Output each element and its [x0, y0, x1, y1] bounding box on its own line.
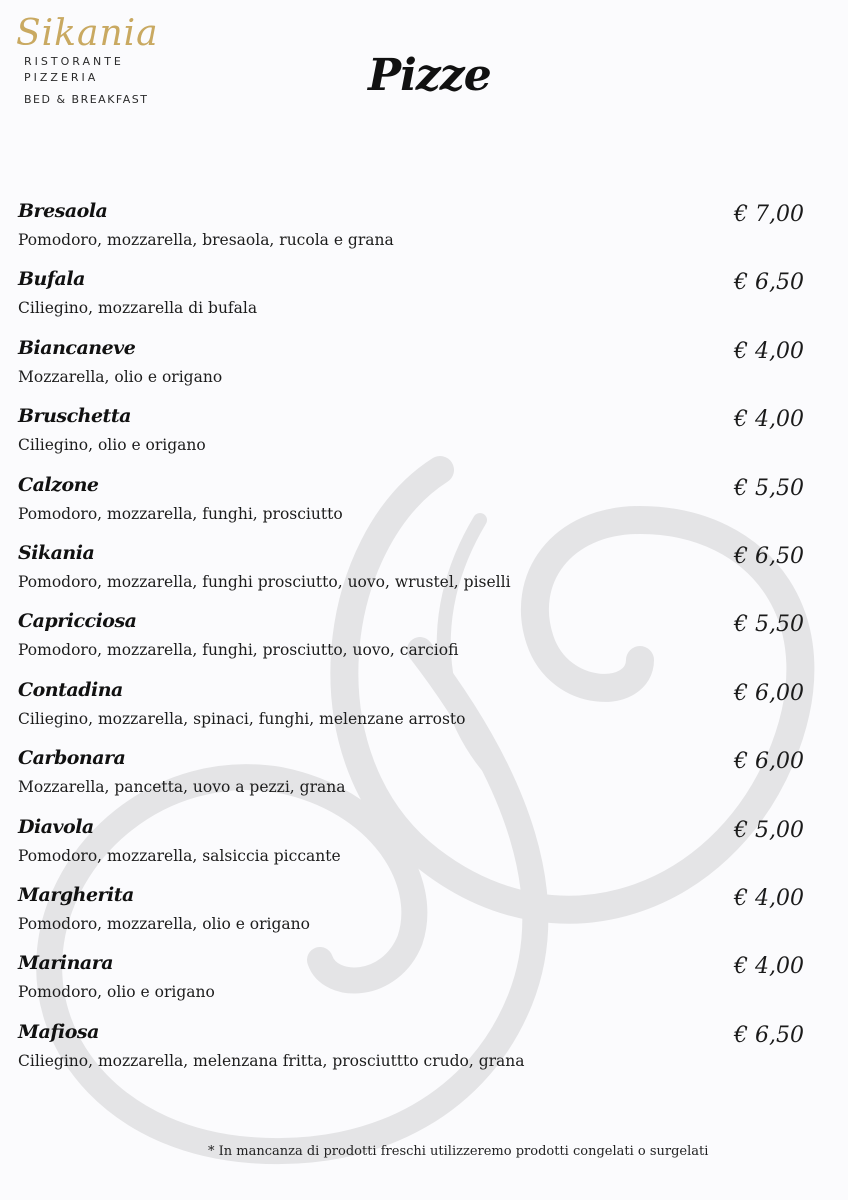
item-description: Mozzarella, pancetta, uovo a pezzi, grana	[18, 778, 346, 797]
item-price: € 5,50	[734, 475, 804, 501]
page-title: Pizze	[368, 50, 491, 101]
item-name: Bresaola	[18, 200, 108, 222]
item-description: Mozzarella, olio e origano	[18, 367, 223, 386]
menu-item	[18, 1021, 808, 1089]
logo-line-ristorante: RISTORANTE	[24, 55, 124, 68]
menu-item	[18, 405, 808, 473]
item-price: € 6,50	[734, 270, 804, 296]
item-description: Pomodoro, mozzarella, bresaola, rucola e grana	[18, 231, 394, 249]
item-name: Contadina	[18, 678, 123, 701]
item-description: Ciliegino, mozzarella, spinaci, funghi, melenzane arrosto	[18, 709, 466, 728]
item-name: Bruschetta	[18, 405, 131, 428]
item-name: Margherita	[18, 883, 134, 906]
item-description: Ciliegino, olio e origano	[18, 436, 206, 455]
item-price: € 5,50	[734, 612, 804, 638]
logo	[12, 14, 182, 108]
item-description: Pomodoro, mozzarella, salsiccia piccante	[18, 846, 341, 865]
menu-item	[18, 884, 808, 952]
item-name: Bufala	[18, 268, 85, 291]
menu-item	[18, 816, 808, 884]
item-description: Ciliegino, mozzarella di bufala	[18, 299, 258, 318]
menu-item	[18, 747, 808, 815]
item-name: Calzone	[18, 473, 99, 496]
menu-item	[18, 610, 808, 678]
logo-script: Sikania	[16, 13, 159, 54]
item-description: Pomodoro, mozzarella, funghi, prosciutto	[18, 504, 343, 523]
item-price: € 6,50	[734, 1022, 804, 1048]
item-description: Pomodoro, olio e origano	[18, 983, 215, 1002]
menu-item	[18, 200, 808, 268]
item-description: Pomodoro, mozzarella, olio e origano	[18, 914, 310, 933]
item-price: € 4,00	[734, 407, 804, 433]
item-name: Mafiosa	[18, 1020, 99, 1043]
menu-item	[18, 679, 808, 747]
item-price: € 5,00	[734, 817, 804, 843]
menu-list	[18, 200, 808, 1089]
item-price: € 4,00	[734, 885, 804, 911]
item-price: € 6,00	[734, 749, 804, 775]
menu-item	[18, 542, 808, 610]
item-price: € 4,00	[734, 954, 804, 980]
item-name: Diavola	[18, 815, 94, 838]
item-description: Pomodoro, mozzarella, funghi prosciutto, uovo, wrustel, piselli	[18, 572, 511, 591]
item-price: € 7,00	[734, 202, 804, 227]
menu-item	[18, 337, 808, 405]
item-name: Carbonara	[18, 747, 126, 770]
item-description: Pomodoro, mozzarella, funghi, prosciutto, uovo, carciofi	[18, 641, 459, 660]
item-description: Ciliegino, mozzarella, melenzana fritta, prosciuttto crudo, grana	[18, 1051, 525, 1070]
footnote: * In mancanza di prodotti freschi utilizzeremo prodotti congelati o surgelati	[208, 1144, 709, 1159]
logo-line-pizzeria: PIZZERIA	[24, 71, 99, 84]
item-price: € 6,00	[734, 680, 804, 706]
item-name: Marinara	[18, 952, 114, 975]
logo-line-bnb: BED & BREAKFAST	[24, 93, 149, 106]
item-name: Biancaneve	[18, 336, 136, 359]
menu-item	[18, 474, 808, 542]
menu-item	[18, 268, 808, 336]
item-name: Sikania	[18, 541, 95, 564]
item-price: € 6,50	[734, 543, 804, 569]
menu-item	[18, 952, 808, 1020]
item-price: € 4,00	[734, 338, 804, 364]
item-name: Capricciosa	[18, 610, 137, 633]
